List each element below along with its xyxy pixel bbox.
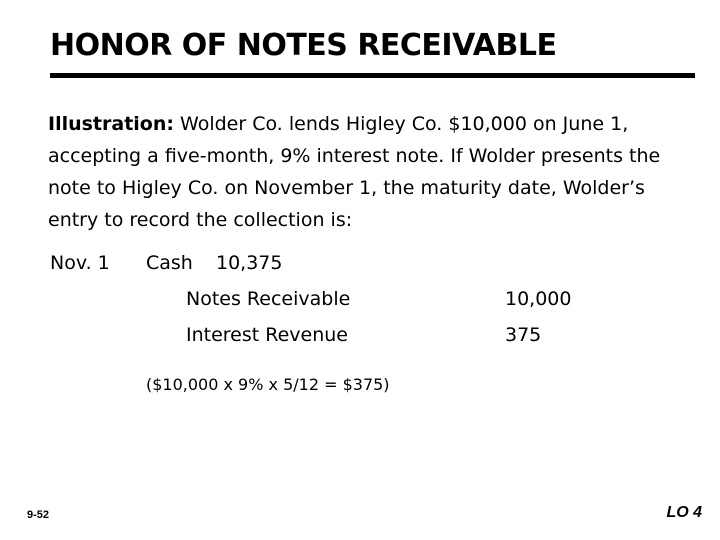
- credit-amount-notes: 10,000: [505, 288, 572, 310]
- credit-amount-interest: 375: [505, 324, 542, 346]
- debit-amount: 10,375: [216, 252, 283, 274]
- title-divider: [50, 73, 695, 78]
- illustration-paragraph: [48, 108, 688, 236]
- credit-account-notes: Notes Receivable: [186, 288, 351, 310]
- interest-calculation: ($10,000 x 9% x 5/12 = $375): [146, 375, 390, 394]
- entry-date: Nov. 1: [50, 252, 110, 274]
- debit-account: Cash: [146, 252, 193, 274]
- page-number: 9-52: [27, 509, 50, 521]
- illustration-label: Illustration:: [48, 113, 174, 135]
- slide-title: HONOR OF NOTES RECEIVABLE: [50, 28, 557, 63]
- learning-objective: LO 4: [666, 504, 702, 521]
- illustration-text: Wolder Co. lends Higley Co. $10,000 on June 1, accepting a five-month, 9% interest note. If Wolder presents the note to Higley Co. on November 1, the maturity date, Wolder’s entry to record the collection is:: [48, 113, 661, 231]
- credit-account-interest: Interest Revenue: [186, 324, 349, 346]
